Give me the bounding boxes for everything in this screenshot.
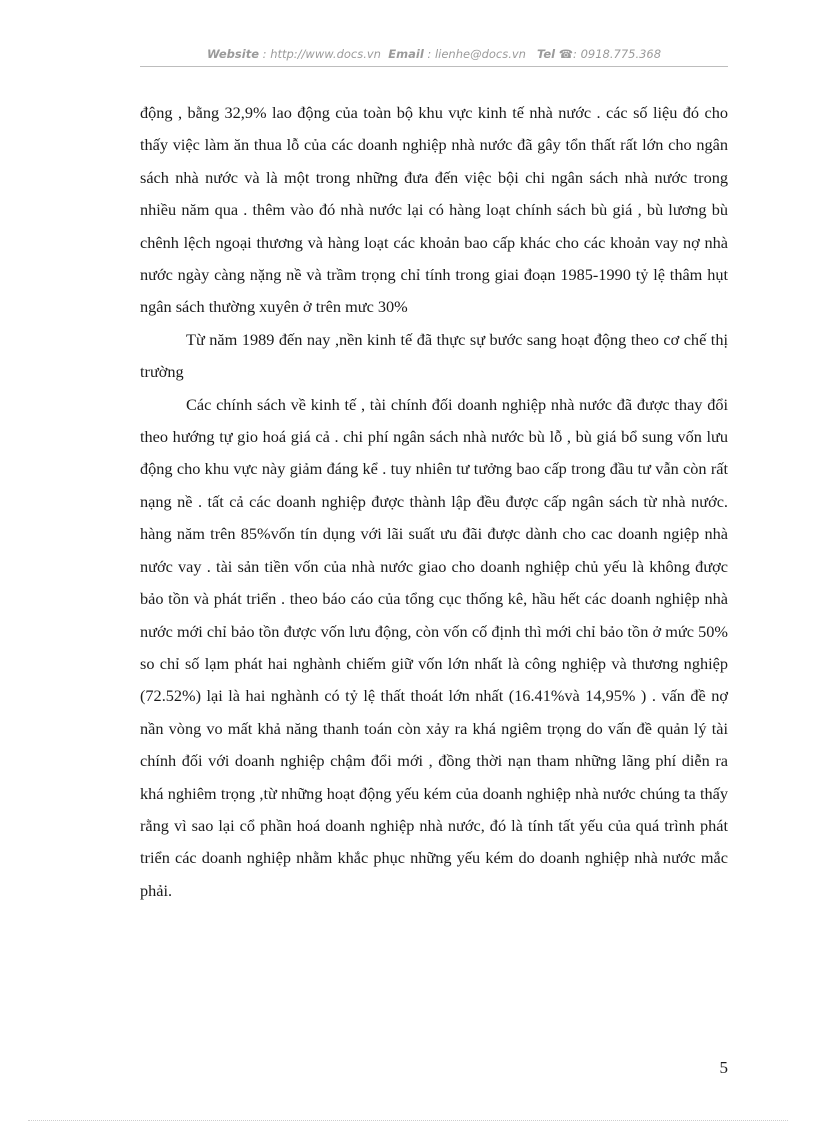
page-header xyxy=(140,47,728,61)
tel-label: Tel xyxy=(536,47,556,61)
paragraph-3: Các chính sách về kinh tế , tài chính đối doanh nghiệp nhà nước đã được thay đổi theo hướng tự gio hoá giá cả . chi phí ngân sách nhà nước bù lỗ , bù giá bổ sung vốn lưu động cho khu vực này giảm đáng kể . tuy nhiên tư tưởng bao cấp trong đầu tư vẫn còn rất nạng nề . tất cả các doanh nghiệp được thành lập đều được cấp ngân sách từ nhà nước. hàng năm trên 85%vốn tín dụng với lãi suất ưu đãi được dành cho cac doanh ngiệp nhà nước vay . tài sản tiền vốn của nhà nước giao cho doanh nghiệp chủ yếu là không được bảo tồn và phát triển . theo báo cáo của tổng cục thống kê, hầu hết các doanh nghiệp nhà nước mới chỉ bảo tồn được vốn lưu động, còn vốn cố định thì mới chỉ bảo tồn ở mức 50% so chỉ số lạm phát hai nghành chiếm giữ vốn lớn nhất là công nghiệp và thương nghiệp (72.52%) lại là hai nghành có tỷ lệ thất thoát lớn nhất (16.41%và 14,95% ) . vấn đề nợ nần vòng vo mất khả năng thanh toán còn xảy ra khá ngiêm trọng do vấn đề quản lý tài chính đối với doanh nghiệp chậm đổi mới , đồng thời nạn tham những lãng phí diễn ra khá nghiêm trọng ,từ những hoạt động yếu kém của doanh nghiệp nhà nước chúng ta thấy rằng vì sao lại cổ phần hoá doanh nghiệp nhà nước, đó là tính tất yếu của quá trình phát triển các doanh nghiệp nhằm khắc phục những yếu kém do doanh nghiệp nhà nước mắc phải. xyxy=(140,394,728,900)
website-label: Website xyxy=(206,47,260,61)
paragraph-2: Từ năm 1989 đến nay ,nền kinh tế đã thực sự bước sang hoạt động theo cơ chế thị trường xyxy=(140,329,728,382)
email-label: Email xyxy=(388,47,424,61)
footer-divider xyxy=(28,1120,788,1121)
email-address: : lienhe@docs.vn xyxy=(427,47,526,61)
document-body xyxy=(140,97,728,907)
tel-number: : 0918.775.368 xyxy=(573,47,662,61)
paragraph-1: động , bằng 32,9% lao động của toàn bộ khu vực kinh tế nhà nước . các số liệu đó cho thấy việc làm ăn thua lỗ của các doanh nghiệp nhà nước đã gây tổn thất rất lớn cho ngân sách nhà nước và là một trong những đưa đến việc bội chi ngân sách nhà nước trong nhiều năm qua . thêm vào đó nhà nước lại có hàng loạt chính sách bù giá , bù lương bù chênh lệch ngoại thương và hàng loạt các khoản bao cấp khác cho các khoản vay nợ nhà nước ngày càng nặng nề và trầm trọng chỉ tính trong giai đoạn 1985-1990 tỷ lệ thâm hụt ngân sách thường xuyên ở trên mưc 30% xyxy=(140,103,728,317)
page-number: 5 xyxy=(719,1058,728,1077)
website-url: : http://www.docs.vn xyxy=(262,47,381,61)
header-divider xyxy=(140,66,728,67)
phone-icon: ☎ xyxy=(558,47,574,61)
